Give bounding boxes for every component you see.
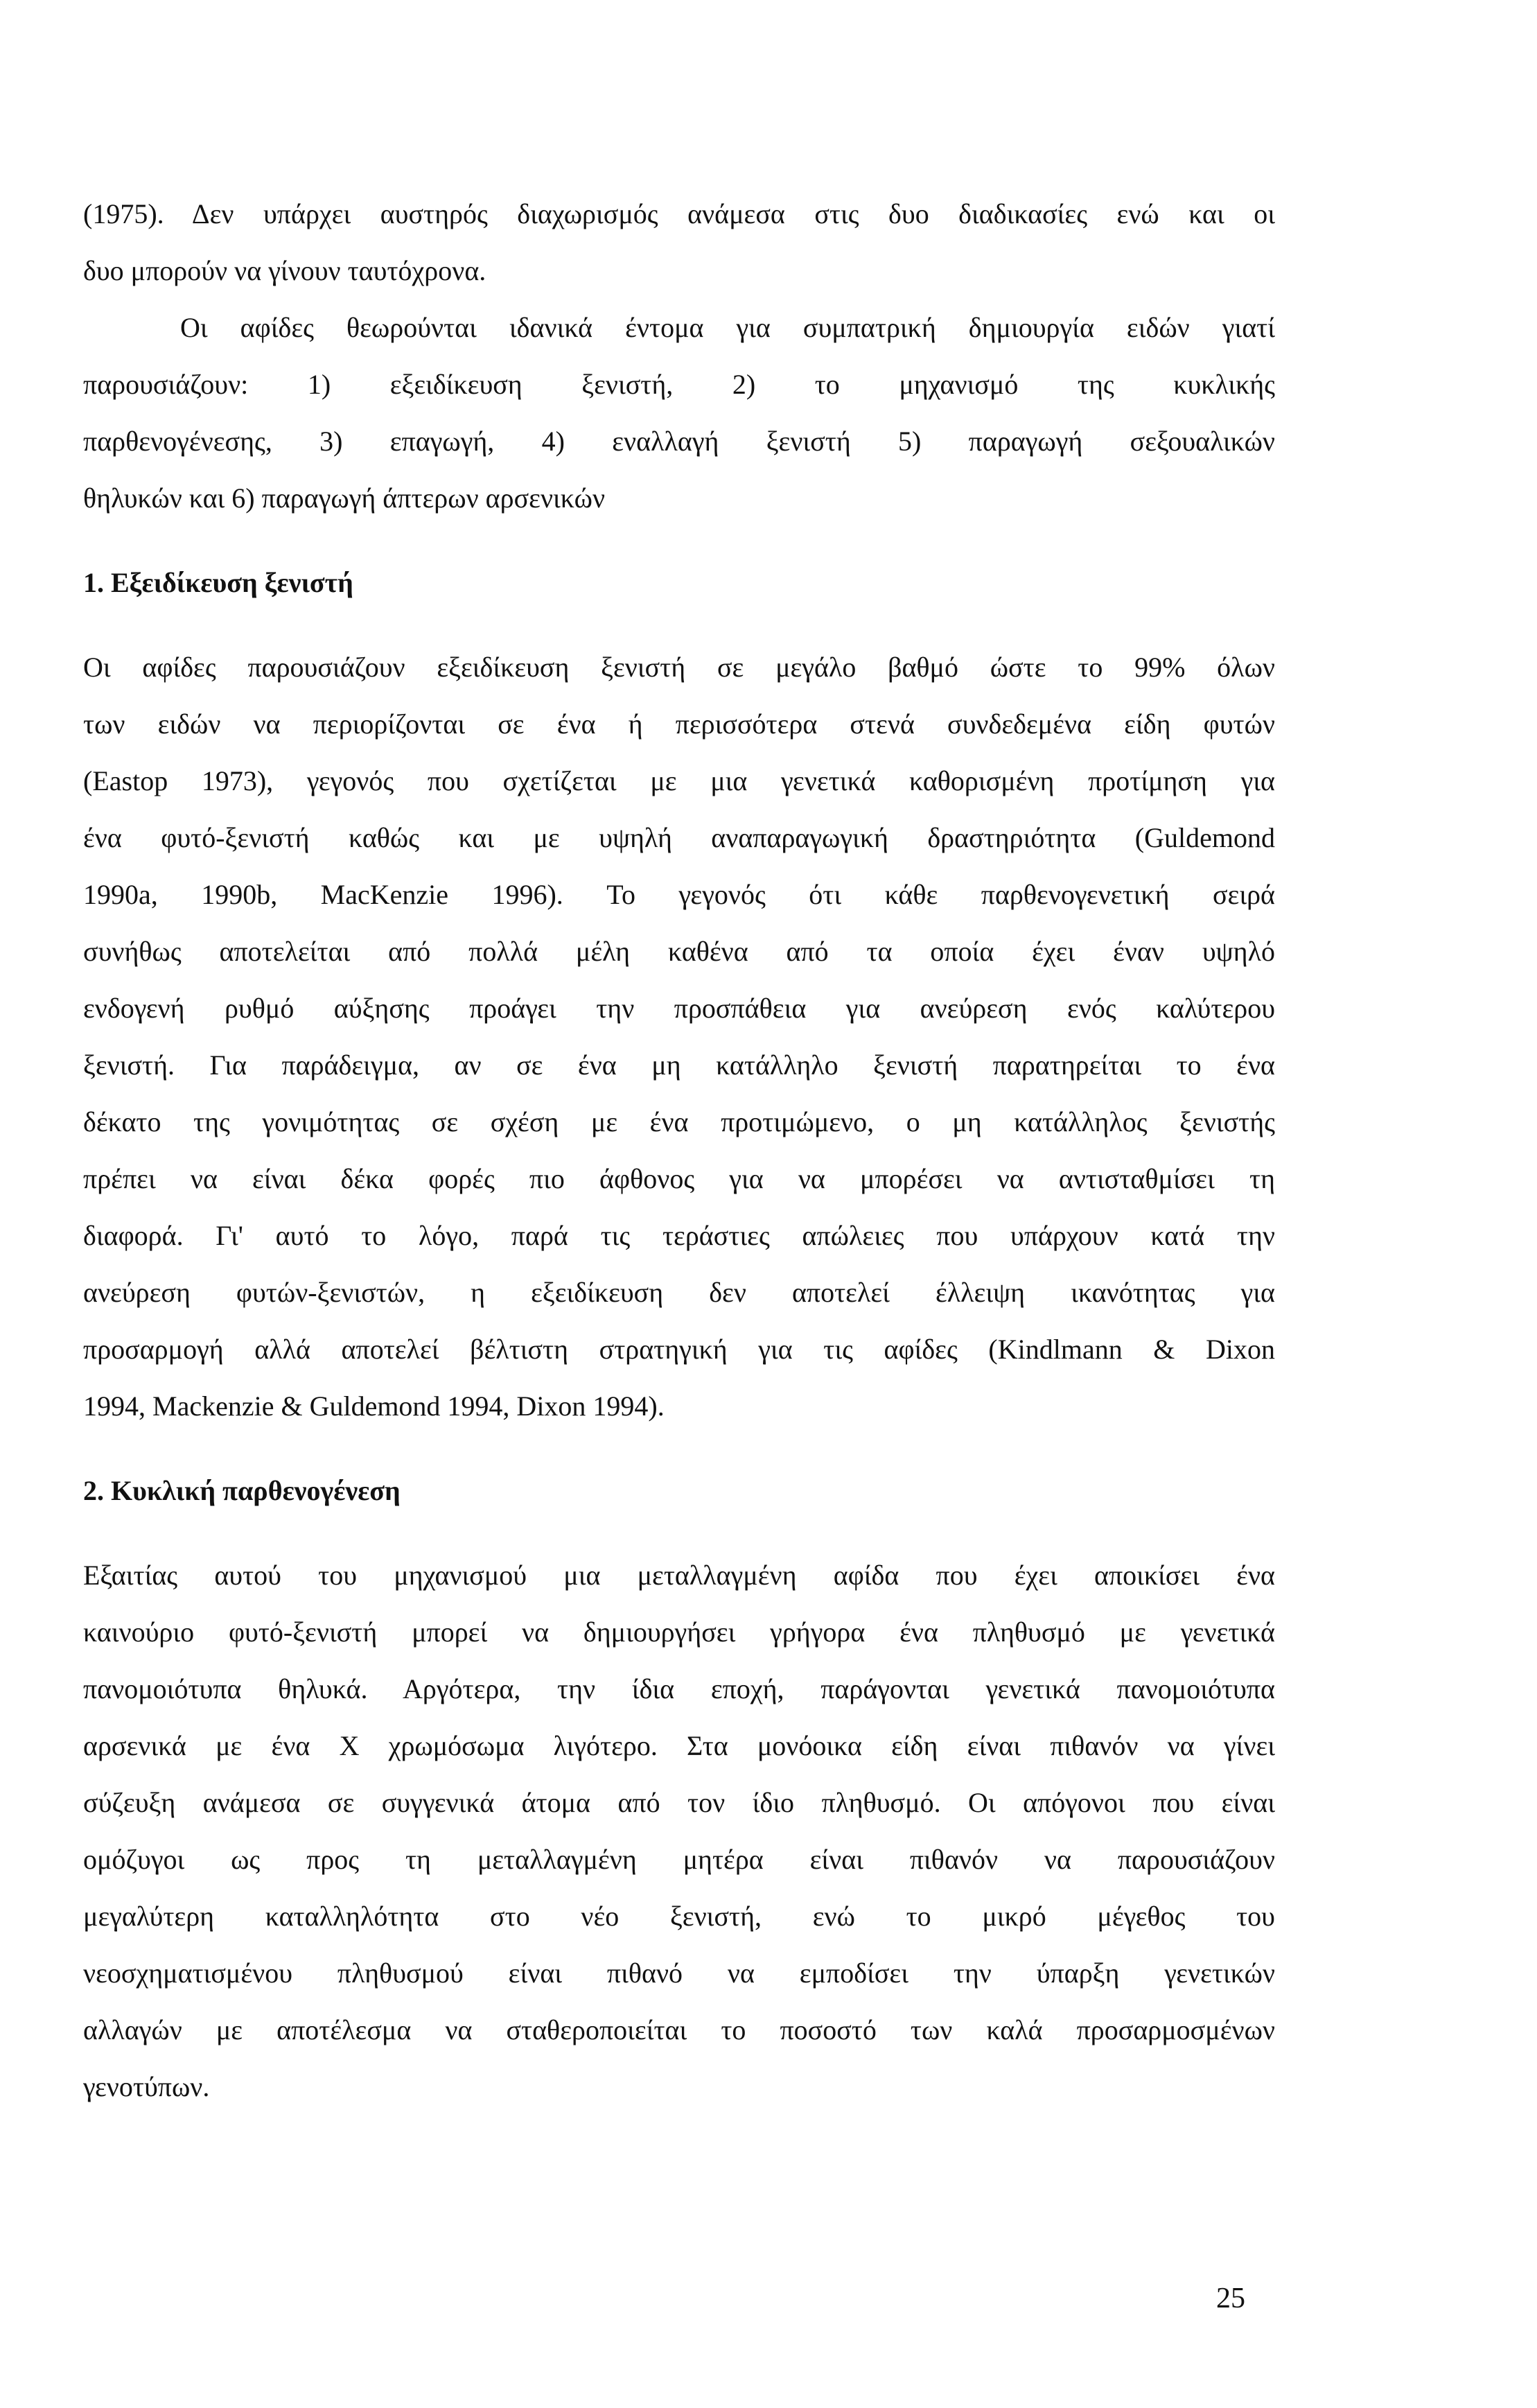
- text-line: διαφορά. Γι' αυτό το λόγο, παρά τις τεράστιες απώλειες που υπάρχουν κατά την: [83, 1220, 1275, 1251]
- text-line: Οι αφίδες παρουσιάζουν εξειδίκευση ξενιστή σε μεγάλο βαθμό ώστε το 99% όλων: [83, 652, 1275, 683]
- section-host-specialization: [83, 555, 1275, 1435]
- text-line: ομόζυγοι ως προς τη μεταλλαγμένη μητέρα είναι πιθανόν να παρουσιάζουν: [83, 1844, 1275, 1875]
- text-line: γενοτύπων.: [83, 2071, 210, 2102]
- text-line: 1990a, 1990b, MacKenzie 1996). Το γεγονός ότι κάθε παρθενογενετική σειρά: [83, 879, 1275, 910]
- text-line: (Eastop 1973), γεγονός που σχετίζεται με μια γενετικά καθορισμένη προτίμηση για: [83, 765, 1275, 796]
- text-line: παρουσιάζουν: 1) εξειδίκευση ξενιστή, 2) το μηχανισμό της κυκλικής: [83, 369, 1275, 400]
- page-number: 25: [1216, 2283, 1245, 2314]
- section-cyclic-parthenogenesis: [83, 1463, 1275, 2115]
- document-body: [83, 186, 1275, 2115]
- text-line: (1975). Δεν υπάρχει αυστηρός διαχωρισμός ανάμεσα στις δυο διαδικασίες ενώ και οι: [83, 198, 1275, 229]
- text-line: μεγαλύτερη καταλληλότητα στο νέο ξενιστή, ενώ το μικρό μέγεθος του: [83, 1901, 1275, 1932]
- text-line: αρσενικά με ένα X χρωμόσωμα λιγότερο. Στα μονόοικα είδη είναι πιθανόν να γίνει: [83, 1730, 1275, 1761]
- text-line: Οι αφίδες θεωρούνται ιδανικά έντομα για συμπατρική δημιουργία ειδών γιατί: [180, 312, 1275, 343]
- section-heading: 1. Εξειδίκευση ξενιστή: [83, 567, 353, 598]
- intro-paragraph: [83, 186, 1275, 299]
- text-line: των ειδών να περιορίζονται σε ένα ή περισσότερα στενά συνδεδεμένα είδη φυτών: [83, 708, 1275, 740]
- text-line: παρθενογένεσης, 3) επαγωγή, 4) εναλλαγή ξενιστή 5) παραγωγή σεξουαλικών: [83, 426, 1275, 457]
- text-line: θηλυκών και 6) παραγωγή άπτερων αρσενικών: [83, 482, 606, 514]
- section-heading: 2. Κυκλική παρθενογένεση: [83, 1475, 401, 1506]
- text-line: καινούριο φυτό-ξενιστή μπορεί να δημιουργήσει γρήγορα ένα πληθυσμό με γενετικά: [83, 1616, 1275, 1648]
- text-line: συνήθως αποτελείται από πολλά μέλη καθένα από τα οποία έχει έναν υψηλό: [83, 936, 1275, 967]
- text-line: δυο μπορούν να γίνουν ταυτόχρονα.: [83, 255, 486, 286]
- text-line: Εξαιτίας αυτού του μηχανισμού μια μεταλλαγμένη αφίδα που έχει αποικίσει ένα: [83, 1560, 1275, 1591]
- text-line: 1994, Mackenzie & Guldemond 1994, Dixon 1994).: [83, 1390, 665, 1422]
- text-line: ενδογενή ρυθμό αύξησης προάγει την προσπάθεια για ανεύρεση ενός καλύτερου: [83, 993, 1275, 1024]
- text-line: πρέπει να είναι δέκα φορές πιο άφθονος για να μπορέσει να αντισταθμίσει τη: [83, 1163, 1275, 1194]
- aphids-paragraph: [83, 299, 1275, 527]
- text-line: νεοσχηματισμένου πληθυσμού είναι πιθανό να εμποδίσει την ύπαρξη γενετικών: [83, 1957, 1275, 1989]
- text-line: προσαρμογή αλλά αποτελεί βέλτιστη στρατηγική για τις αφίδες (Kindlmann & Dixon: [83, 1334, 1275, 1365]
- text-line: αλλαγών με αποτέλεσμα να σταθεροποιείται το ποσοστό των καλά προσαρμοσμένων: [83, 2014, 1275, 2045]
- text-line: πανομοιότυπα θηλυκά. Αργότερα, την ίδια εποχή, παράγονται γενετικά πανομοιότυπα: [83, 1673, 1275, 1704]
- text-line: ένα φυτό-ξενιστή καθώς και με υψηλή αναπαραγωγική δραστηριότητα (Guldemond: [83, 822, 1275, 853]
- text-line: σύζευξη ανάμεσα σε συγγενικά άτομα από τον ίδιο πληθυσμό. Οι απόγονοι που είναι: [83, 1787, 1275, 1818]
- text-line: δέκατο της γονιμότητας σε σχέση με ένα προτιμώμενο, ο μη κατάλληλος ξενιστής: [83, 1106, 1275, 1137]
- text-line: ξενιστή. Για παράδειγμα, αν σε ένα μη κατάλληλο ξενιστή παρατηρείται το ένα: [83, 1049, 1275, 1081]
- text-line: ανεύρεση φυτών-ξενιστών, η εξειδίκευση δεν αποτελεί έλλειψη ικανότητας για: [83, 1277, 1275, 1308]
